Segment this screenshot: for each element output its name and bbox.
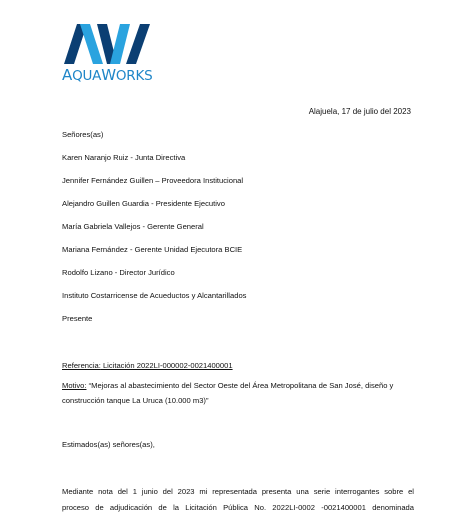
reference-line xyxy=(62,361,233,371)
body-paragraph-line: Mediante nota del 1 junio del 2023 mi representada presenta una serie interrogantes sobre el xyxy=(62,487,414,496)
recipient-line: Jennifer Fernández Guillen – Proveedora Institucional xyxy=(62,176,244,185)
recipient-line: Karen Naranjo Ruiz - Junta Directiva xyxy=(62,153,186,162)
recipient-line: Instituto Costarricense de Acueductos y Alcantarillados xyxy=(62,291,247,300)
recipient-line: Presente xyxy=(62,314,93,323)
recipient-line: Mariana Fernández - Gerente Unidad Ejecutora BCIE xyxy=(62,245,243,254)
recipient-line: Rodolfo Lizano - Director Jurídico xyxy=(62,268,175,277)
reference-value: Licitación 2022LI-000002-0021400001 xyxy=(100,361,233,370)
motive-text-2: construcción tanque La Uruca (10.000 m3)” xyxy=(62,396,209,405)
recipient-line: Alejandro Guillen Guardia - Presidente Ejecutivo xyxy=(62,199,225,208)
aquaworks-logo-mark-icon xyxy=(64,24,150,64)
motive-label: Motivo: xyxy=(62,381,87,390)
aquaworks-logo xyxy=(62,24,154,86)
greeting: Estimados(as) señores(as), xyxy=(62,440,155,449)
motive-text-1: “Mejoras al abastecimiento del Sector Oeste del Área Metropolitana de San José, diseño y xyxy=(86,381,394,390)
reference-label: Referencia: xyxy=(62,361,101,370)
letter-date: Alajuela, 17 de julio del 2023 xyxy=(308,107,411,116)
recipient-line: María Gabriela Vallejos - Gerente General xyxy=(62,222,204,231)
body-paragraph-line: proceso de adjudicación de la Licitación Pública No. 2022LI-0002 -0021400001 denominada xyxy=(62,503,414,512)
motive-line xyxy=(62,381,393,391)
aquaworks-logo-wordmark: AQUAWORKS xyxy=(62,66,153,84)
recipient-line: Señores(as) xyxy=(62,130,104,139)
